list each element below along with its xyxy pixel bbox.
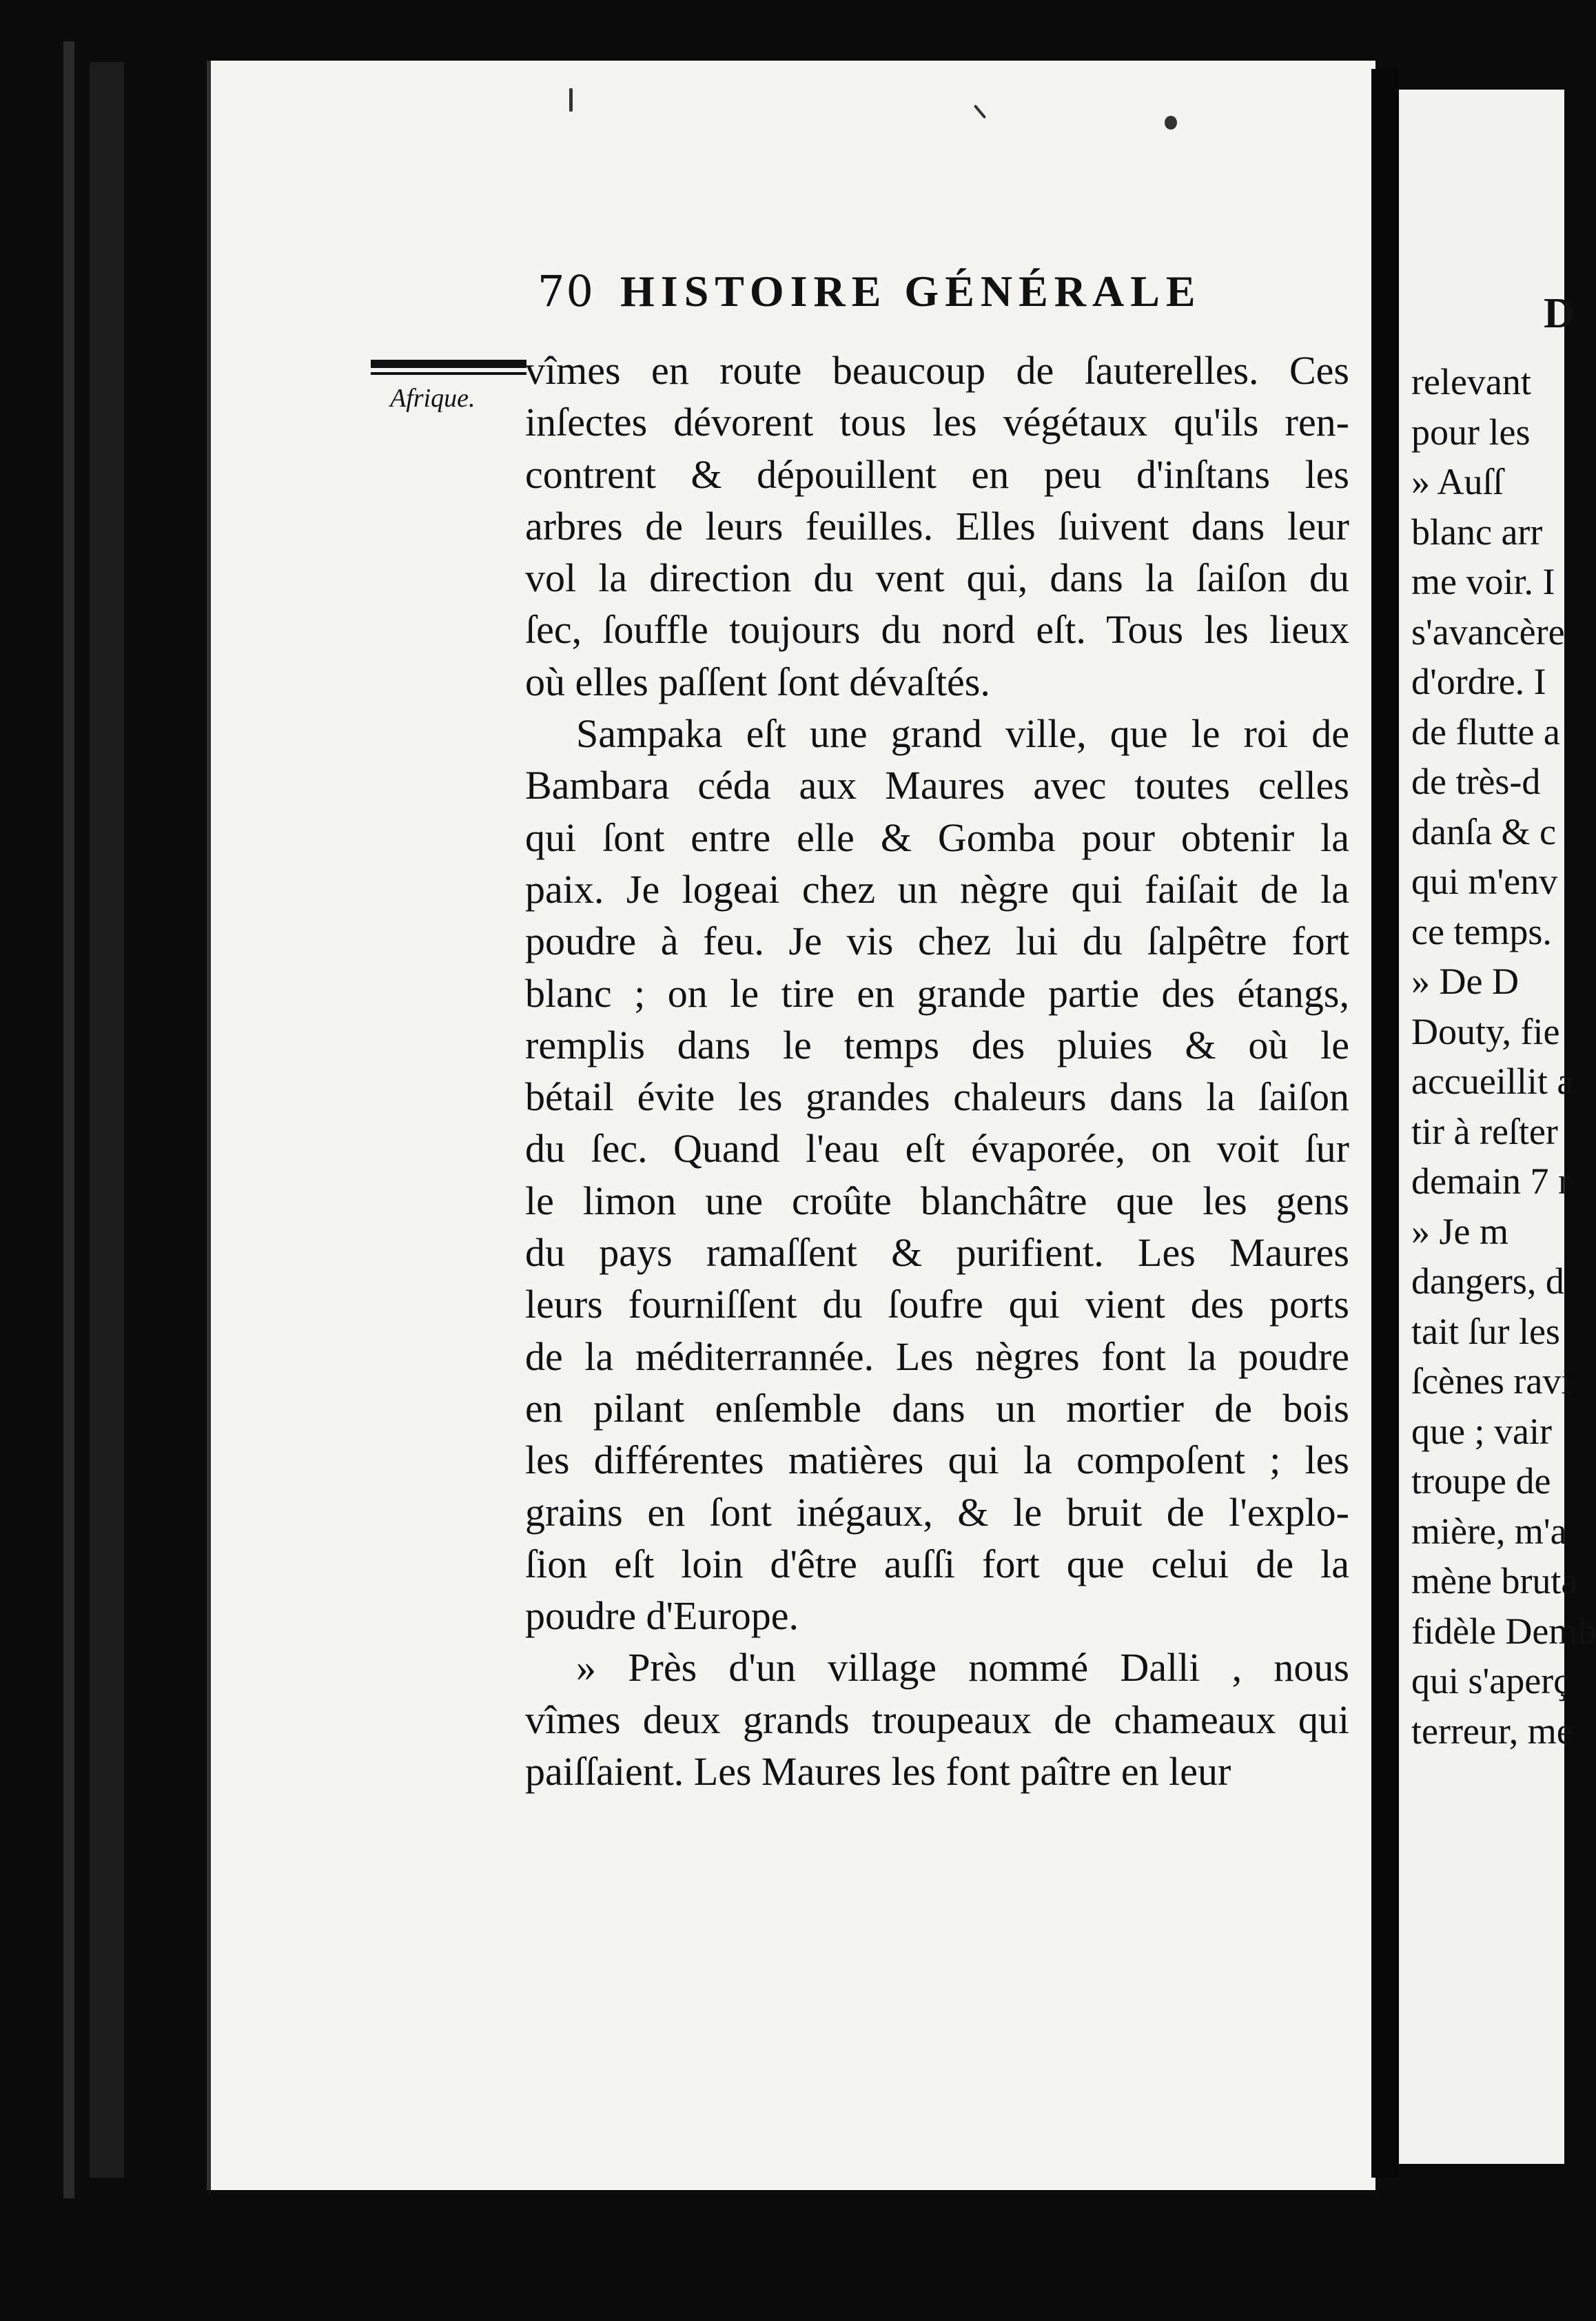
text-line: ſion eſt loin d'être auſſi fort que celui de la [525,1541,1349,1586]
text-line: en pilant enſemble dans un mortier de bois [525,1385,1349,1431]
right-text-line: dangers, d [1411,1260,1564,1302]
right-text-line: Douty, fie [1411,1010,1560,1052]
text-line: vîmes en route beaucoup de ſauterelles. Ces [525,348,1349,393]
right-text-line: » Je m [1411,1210,1508,1252]
running-title: HISTOIRE GÉNÉRALE [620,267,1202,316]
right-text-line: fidèle Demb [1411,1610,1596,1652]
page-number: 70 [538,266,595,316]
right-text-line: pour les [1411,411,1531,453]
running-header [331,266,1344,342]
right-text-line: relevant [1411,361,1531,402]
right-text-line: ſcènes ravi [1411,1360,1572,1402]
text-line: du pays ramaſſent & purifient. Les Maures [525,1230,1349,1276]
right-text-line: de flutte a [1411,710,1560,753]
right-text-line: terreur, me [1411,1710,1573,1752]
book-edge [63,41,74,2198]
text-line: Sampaka eſt une grand ville, que le roi de [576,711,1349,757]
text-line: contrent & dépouillent en peu d'inſtans les [525,451,1349,497]
right-text-line: me voir. I [1411,561,1555,602]
book-spine [90,62,124,2178]
right-text-line: mière, m'a [1411,1510,1567,1552]
text-line: paiſſaient. Les Maures les font paître en leur [525,1749,1231,1795]
text-line: qui ſont entre elle & Gomba pour obtenir la [525,815,1349,860]
text-line: » Près d'un village nommé Dalli , nous [576,1645,1349,1690]
right-text-line: » De D [1411,961,1519,1002]
right-text-line: danſa & c [1411,810,1556,852]
right-text-line: demain 7 r [1411,1160,1571,1202]
right-text-line: mène bruta [1411,1560,1578,1602]
text-line: bétail évite les grandes chaleurs dans la ſaiſon [525,1074,1349,1120]
text-line: ſec, ſouffle toujours du nord eſt. Tous les lieux [525,607,1349,653]
margin-rule [371,360,526,368]
right-text-line: de très-d [1411,761,1541,802]
right-text-line: troupe de [1411,1460,1551,1502]
text-line: du ſec. Quand l'eau eſt évaporée, on voit ſur [525,1126,1349,1172]
text-line: paix. Je logeai chez un nègre qui faiſait de la [525,866,1349,912]
text-line: leurs fourniſſent du ſoufre qui vient des ports [525,1282,1349,1327]
right-page [1399,90,1596,2164]
text-line: vîmes deux grands troupeaux de chameaux qui [525,1697,1349,1742]
right-text-line: tir à reſter [1411,1110,1558,1152]
text-line: arbres de leurs feuilles. Elles ſuivent dans leur [525,503,1349,549]
ink-speck [1165,116,1177,130]
right-text-line: qui s'aperç [1411,1660,1571,1701]
text-line: vol la direction du vent qui, dans la ſaiſon du [525,555,1349,601]
text-line: poudre à feu. Je vis chez lui du ſalpêtre fort [525,919,1349,964]
text-line: où elles paſſent ſont dévaſtés. [525,659,990,704]
margin-note: Afrique. [390,384,475,413]
right-text-line: ce temps. [1411,910,1552,952]
ink-speck [569,88,573,112]
text-line: Bambara céda aux Maures avec toutes celles [525,763,1349,808]
text-line: blanc ; on le tire en grande partie des étangs, [525,970,1349,1016]
right-text-line: tait ſur les [1411,1310,1560,1352]
margin-rule-thin [371,372,526,375]
right-text-line: que ; vair [1411,1410,1552,1452]
right-text-line: blanc arr [1411,511,1543,553]
right-text-line: accueillit a [1411,1061,1574,1102]
text-line: les différentes matières qui la compoſent ; les [525,1438,1349,1483]
body-text [525,345,1349,1797]
right-text-line: » Auſſ [1411,461,1504,502]
text-line: de la méditerrannée. Les nègres font la poudre [525,1333,1349,1379]
right-text-line: s'avancère [1411,611,1565,653]
text-line: poudre d'Europe. [525,1593,799,1639]
right-text-line: qui m'env [1411,861,1558,902]
text-line: grains en ſont inégaux, & le bruit de l'explo- [525,1489,1349,1535]
right-page-text [1411,357,1596,1756]
right-page-header: D [1544,290,1575,337]
right-text-line: d'ordre. I [1411,661,1546,702]
text-line: remplis dans le temps des pluies & où le [525,1022,1349,1067]
text-line: le limon une croûte blanchâtre que les gens [525,1178,1349,1223]
text-line: inſectes dévorent tous les végétaux qu'ils ren- [525,400,1349,445]
page-gutter [1371,69,1399,2178]
